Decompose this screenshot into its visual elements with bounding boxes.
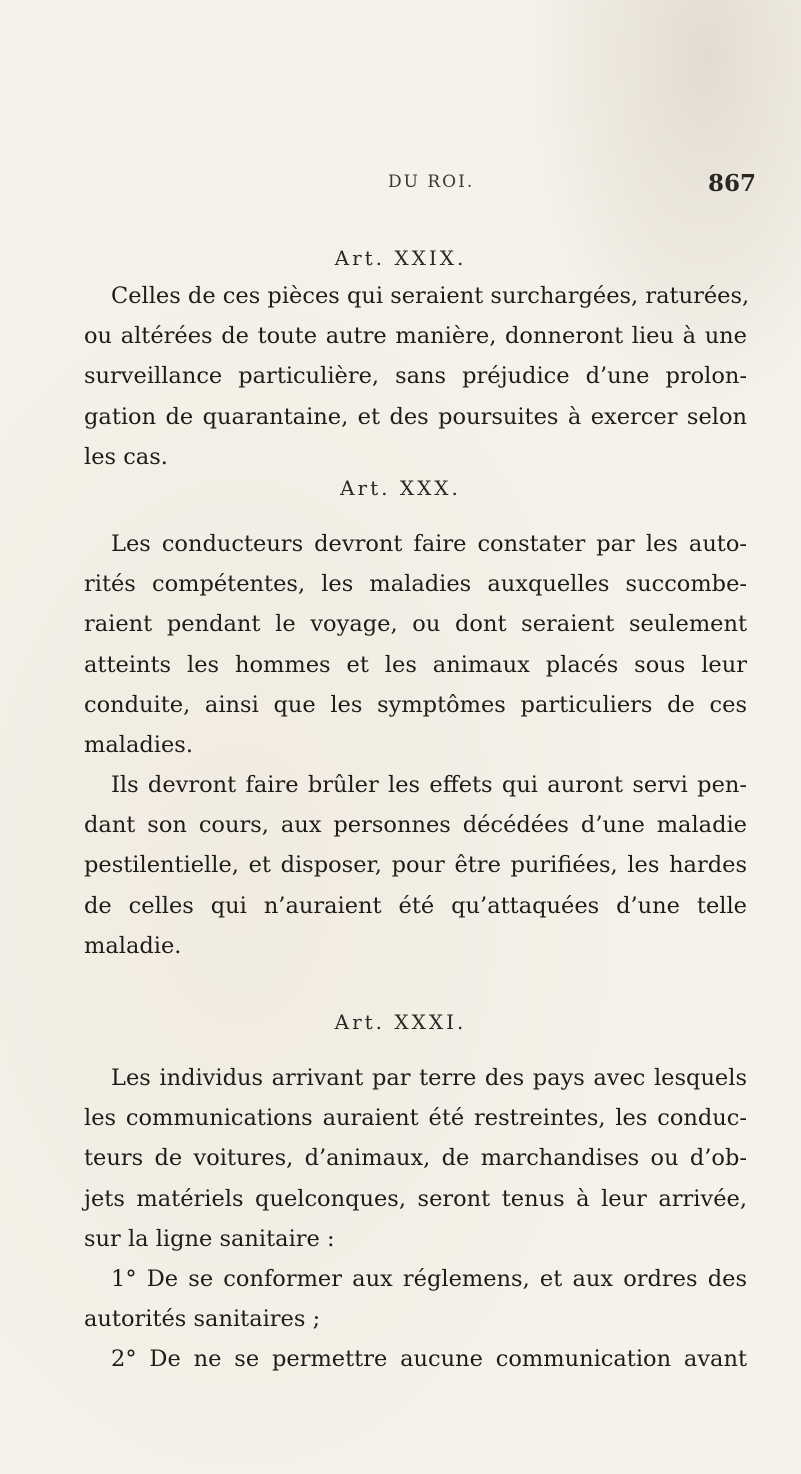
article-31-paragraph-1 bbox=[57, 1058, 747, 1259]
article-heading-30: Art. XXX. bbox=[340, 476, 461, 500]
text-line: dant son cours, aux personnes décédées d’une maladie bbox=[84, 812, 747, 839]
article-31-item-1 bbox=[57, 1259, 747, 1339]
text-line: les communications auraient été restreintes, les conduc- bbox=[84, 1105, 747, 1132]
text-line: rités compétentes, les maladies auxquelles succombe- bbox=[84, 571, 747, 598]
text-line: 2° De ne se permettre aucune communication avant bbox=[111, 1346, 747, 1372]
text-line: maladie. bbox=[84, 932, 182, 959]
text-line: atteints les hommes et les animaux placés sous leur bbox=[84, 651, 747, 678]
text-line: teurs de voitures, d’animaux, de marchandises ou d’ob- bbox=[84, 1145, 747, 1172]
text-line: conduite, ainsi que les symptômes particuliers de ces bbox=[84, 691, 747, 718]
running-head bbox=[0, 170, 801, 200]
article-31-item-2 bbox=[57, 1339, 747, 1379]
text-line: gation de quarantaine, et des poursuites à exercer selon bbox=[84, 403, 747, 430]
text-line: autorités sanitaires ; bbox=[84, 1306, 321, 1333]
running-title: DU ROI. bbox=[388, 172, 475, 192]
article-heading-31: Art. XXXI. bbox=[334, 1010, 467, 1034]
page-number: 867 bbox=[708, 170, 757, 197]
article-29-paragraph-1 bbox=[57, 276, 750, 477]
text-line: Les conducteurs devront faire constater par les auto- bbox=[111, 531, 747, 557]
article-30-paragraph-2 bbox=[57, 765, 747, 966]
text-line: surveillance particulière, sans préjudice d’une prolon- bbox=[84, 363, 747, 390]
text-line: Les individus arrivant par terre des pays avec lesquels bbox=[111, 1065, 747, 1091]
text-line: raient pendant le voyage, ou dont seraient seulement bbox=[84, 611, 747, 638]
text-line: maladies. bbox=[84, 732, 193, 759]
text-line: ou altérées de toute autre manière, donneront lieu à une bbox=[84, 323, 747, 350]
text-line: Ils devront faire brûler les effets qui auront servi pen- bbox=[111, 772, 747, 798]
article-30-paragraph-1 bbox=[57, 524, 747, 765]
text-line: 1° De se conformer aux réglemens, et aux ordres des bbox=[111, 1266, 747, 1292]
text-line: Celles de ces pièces qui seraient surchargées, raturées, bbox=[111, 283, 750, 309]
text-line: de celles qui n’auraient été qu’attaquées d’une telle bbox=[84, 892, 747, 919]
article-heading-29: Art. XXIX. bbox=[334, 246, 467, 270]
text-line: jets matériels quelconques, seront tenus à leur arrivée, bbox=[84, 1185, 747, 1212]
text-line: pestilentielle, et disposer, pour être purifiées, les hardes bbox=[84, 852, 747, 879]
text-line: sur la ligne sanitaire : bbox=[84, 1225, 335, 1252]
text-line: les cas. bbox=[84, 443, 168, 470]
